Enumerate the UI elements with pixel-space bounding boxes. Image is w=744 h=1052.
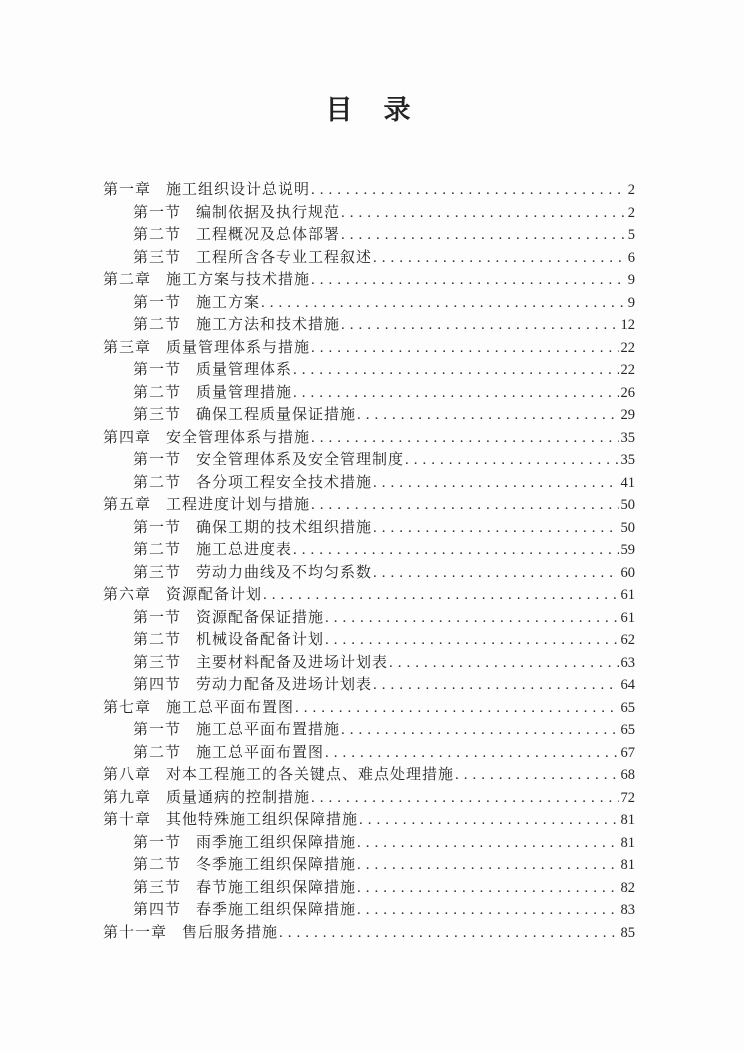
- toc-entry-title: 机械设备配备计划: [196, 632, 325, 648]
- toc-dot-leader: [357, 877, 618, 900]
- toc-entry-label: 第三节: [133, 654, 182, 671]
- toc-entry-title: 资源配备保证措施: [196, 609, 325, 626]
- toc-entry-label: 第三节: [133, 249, 182, 266]
- toc-entry: [103, 629, 635, 652]
- toc-entry-label: 第一节: [133, 722, 182, 738]
- toc-dot-leader: [293, 382, 618, 405]
- toc-entry-page-number: 2: [627, 204, 635, 221]
- toc-entry-title: 施工总平面布置措施: [196, 722, 341, 738]
- toc-entry: [103, 269, 635, 292]
- toc-entry-label: 第一节: [133, 452, 182, 468]
- toc-entry-label: 第三节: [133, 564, 182, 581]
- toc-entry-label: 第一节: [133, 204, 182, 221]
- toc-entry-label: 第二节: [133, 542, 182, 558]
- toc-entry-page-number: 67: [620, 744, 635, 761]
- toc-entry-page-number: 61: [620, 587, 635, 603]
- toc-entry-label: 第二节: [133, 227, 182, 243]
- toc-entry-label: 第二章: [103, 272, 152, 288]
- toc-entry-label: 第二节: [133, 317, 182, 333]
- toc-entry-page-number: 22: [620, 339, 635, 356]
- toc-entry: [103, 562, 635, 585]
- toc-entry-page-number: 64: [620, 677, 635, 693]
- toc-entry-page-number: 6: [627, 249, 635, 266]
- toc-dot-leader: [359, 809, 618, 832]
- toc-dot-leader: [261, 292, 626, 315]
- toc-entry: [103, 359, 635, 382]
- toc-entry-title: 春季施工组织保障措施: [196, 902, 357, 918]
- toc-dot-leader: [311, 427, 618, 450]
- toc-entry-title: 施工组织设计总说明: [166, 182, 311, 198]
- toc-entry-label: 第四章: [103, 429, 152, 446]
- toc-dot-leader: [293, 359, 618, 382]
- toc-entry-page-number: 41: [620, 474, 635, 491]
- toc-entry-title: 冬季施工组织保障措施: [196, 857, 357, 873]
- toc-dot-leader: [311, 787, 618, 810]
- toc-entry: [103, 337, 635, 360]
- toc-entry-label: 第七章: [103, 699, 152, 716]
- toc-entry-label: 第十章: [103, 812, 152, 828]
- toc-entry-label: 第二节: [133, 632, 182, 648]
- toc-dot-leader: [341, 719, 618, 742]
- toc-dot-leader: [311, 179, 626, 202]
- toc-entry: [103, 922, 635, 945]
- toc-entry: [103, 899, 635, 922]
- toc-entry-title: 确保工程质量保证措施: [196, 407, 357, 423]
- toc-entry-title: 对本工程施工的各关键点、难点处理措施: [166, 767, 455, 783]
- toc-dot-leader: [341, 314, 618, 337]
- toc-entry-title: 劳动力配备及进场计划表: [196, 677, 373, 693]
- toc-entry-title: 工程进度计划与措施: [166, 497, 311, 513]
- toc-entry: [103, 584, 635, 607]
- toc-entry: [103, 382, 635, 405]
- toc-dot-leader: [373, 247, 626, 270]
- toc-entry-title: 质量管理措施: [196, 384, 293, 401]
- toc-entry-title: 质量通病的控制措施: [166, 789, 311, 806]
- toc-entry: [103, 292, 635, 315]
- toc-entry: [103, 674, 635, 697]
- toc-entry-page-number: 82: [620, 879, 635, 896]
- toc-entry: [103, 742, 635, 765]
- toc-entry: [103, 832, 635, 855]
- toc-entry-label: 第一节: [133, 362, 182, 378]
- toc-entry: [103, 179, 635, 202]
- toc-entry: [103, 224, 635, 247]
- toc-entry-page-number: 65: [620, 699, 635, 716]
- toc-entry: [103, 652, 635, 675]
- toc-entry-page-number: 63: [620, 654, 635, 671]
- toc-entry-page-number: 9: [627, 272, 635, 288]
- toc-entry-page-number: 61: [620, 609, 635, 626]
- toc-entry-title: 施工总进度表: [196, 542, 293, 558]
- toc-entry-title: 各分项工程安全技术措施: [196, 474, 373, 491]
- toc-entry-page-number: 50: [620, 497, 635, 513]
- toc-entry-label: 第二节: [133, 744, 182, 761]
- toc-entry-page-number: 59: [620, 542, 635, 558]
- toc-entry: [103, 404, 635, 427]
- toc-entry: [103, 247, 635, 270]
- toc-entry-page-number: 35: [620, 429, 635, 446]
- toc-entry: [103, 449, 635, 472]
- toc-entry-label: 第六章: [103, 587, 152, 603]
- toc-dot-leader: [311, 337, 618, 360]
- toc-dot-leader: [325, 629, 618, 652]
- toc-entry-page-number: 12: [620, 317, 635, 333]
- toc-entry-page-number: 83: [620, 902, 635, 918]
- page-title: 目 录: [325, 95, 413, 125]
- toc-dot-leader: [357, 899, 618, 922]
- toc-entry-title: 主要材料配备及进场计划表: [196, 654, 389, 671]
- toc-entry-page-number: 81: [620, 812, 635, 828]
- toc-entry-page-number: 81: [620, 857, 635, 873]
- toc-entry-title: 安全管理体系与措施: [166, 429, 311, 446]
- toc-entry: [103, 787, 635, 810]
- toc-dot-leader: [405, 449, 618, 472]
- toc-entry-label: 第二节: [133, 857, 182, 873]
- toc-entry-page-number: 72: [620, 789, 635, 806]
- toc-entry: [103, 607, 635, 630]
- toc-entry-title: 安全管理体系及安全管理制度: [196, 452, 405, 468]
- toc-dot-leader: [373, 674, 618, 697]
- toc-entry-page-number: 68: [620, 767, 635, 783]
- toc-entry-title: 施工总平面布置图: [166, 699, 295, 716]
- toc-dot-leader: [373, 562, 618, 585]
- toc-entry-label: 第三节: [133, 879, 182, 896]
- toc-entry: [103, 494, 635, 517]
- toc-entry-page-number: 9: [627, 294, 635, 311]
- toc-entry-label: 第三章: [103, 339, 152, 356]
- toc-dot-leader: [341, 224, 626, 247]
- toc-entry: [103, 427, 635, 450]
- toc-entry-page-number: 35: [620, 452, 635, 468]
- toc-entry-label: 第三节: [133, 407, 182, 423]
- toc-entry: [103, 517, 635, 540]
- toc-entry-label: 第四节: [133, 902, 182, 918]
- toc-dot-leader: [389, 652, 618, 675]
- toc-entry-page-number: 81: [620, 834, 635, 851]
- toc-entry: [103, 697, 635, 720]
- toc-list: [103, 179, 635, 944]
- toc-entry-page-number: 2: [627, 182, 635, 198]
- toc-entry-label: 第五章: [103, 497, 152, 513]
- toc-entry-title: 施工方法和技术措施: [196, 317, 341, 333]
- toc-entry: [103, 764, 635, 787]
- toc-entry-page-number: 85: [620, 924, 635, 941]
- toc-entry: [103, 539, 635, 562]
- toc-dot-leader: [357, 854, 618, 877]
- toc-dot-leader: [341, 202, 626, 225]
- toc-entry-title: 售后服务措施: [182, 924, 279, 941]
- toc-entry-label: 第四节: [133, 677, 182, 693]
- toc-entry: [103, 877, 635, 900]
- toc-entry-title: 质量管理体系: [196, 362, 293, 378]
- toc-entry-label: 第二节: [133, 384, 182, 401]
- toc-dot-leader: [263, 584, 618, 607]
- toc-entry: [103, 472, 635, 495]
- toc-entry-title: 质量管理体系与措施: [166, 339, 311, 356]
- toc-entry-page-number: 5: [627, 227, 635, 243]
- toc-dot-leader: [279, 922, 618, 945]
- toc-entry-label: 第八章: [103, 767, 152, 783]
- toc-entry-title: 施工方案: [196, 294, 261, 311]
- toc-entry-page-number: 22: [620, 362, 635, 378]
- toc-entry-title: 雨季施工组织保障措施: [196, 834, 357, 851]
- toc-dot-leader: [311, 269, 626, 292]
- toc-entry-page-number: 65: [620, 722, 635, 738]
- toc-entry-title: 资源配备计划: [166, 587, 263, 603]
- toc-dot-leader: [373, 472, 618, 495]
- toc-entry-label: 第一节: [133, 294, 182, 311]
- toc-dot-leader: [455, 764, 618, 787]
- toc-entry-title: 确保工期的技术组织措施: [196, 519, 373, 536]
- toc-entry: [103, 202, 635, 225]
- toc-dot-leader: [295, 697, 618, 720]
- toc-dot-leader: [357, 404, 618, 427]
- toc-entry-title: 其他特殊施工组织保障措施: [166, 812, 359, 828]
- toc-dot-leader: [357, 832, 618, 855]
- toc-entry: [103, 719, 635, 742]
- toc-entry-label: 第一节: [133, 519, 182, 536]
- toc-entry-page-number: 50: [620, 519, 635, 536]
- toc-entry-label: 第十一章: [103, 924, 168, 941]
- toc-entry-label: 第一节: [133, 609, 182, 626]
- toc-entry: [103, 854, 635, 877]
- toc-entry-title: 工程概况及总体部署: [196, 227, 341, 243]
- page-content: [103, 0, 635, 944]
- toc-entry-page-number: 62: [620, 632, 635, 648]
- toc-entry-page-number: 60: [620, 564, 635, 581]
- toc-dot-leader: [293, 539, 618, 562]
- toc-entry-title: 劳动力曲线及不均匀系数: [196, 564, 373, 581]
- toc-entry: [103, 809, 635, 832]
- toc-entry-label: 第二节: [133, 474, 182, 491]
- toc-entry-page-number: 26: [620, 384, 635, 401]
- toc-entry-title: 春节施工组织保障措施: [196, 879, 357, 896]
- toc-entry: [103, 314, 635, 337]
- toc-entry-title: 施工总平面布置图: [196, 744, 325, 761]
- toc-entry-label: 第九章: [103, 789, 152, 806]
- toc-entry-label: 第一节: [133, 834, 182, 851]
- toc-entry-title: 编制依据及执行规范: [196, 204, 341, 221]
- toc-dot-leader: [325, 607, 618, 630]
- toc-entry-label: 第一章: [103, 182, 152, 198]
- toc-entry-title: 施工方案与技术措施: [166, 272, 311, 288]
- toc-entry-title: 工程所含各专业工程叙述: [196, 249, 373, 266]
- toc-dot-leader: [311, 494, 618, 517]
- toc-dot-leader: [373, 517, 618, 540]
- toc-entry-page-number: 29: [620, 407, 635, 423]
- toc-dot-leader: [325, 742, 618, 765]
